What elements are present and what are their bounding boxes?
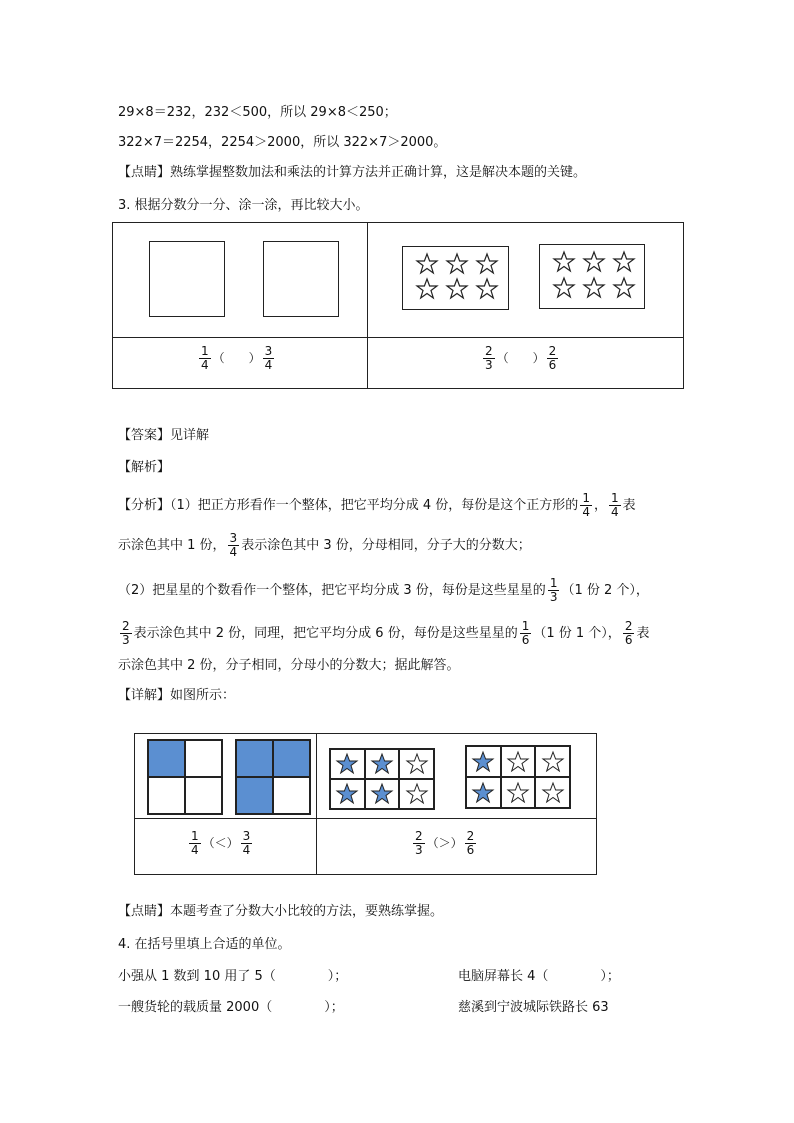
comparison-result-2: $\frac{2}{3}$ （＞） $\frac{2}{6}$ (415, 829, 475, 857)
star-icon (447, 254, 467, 273)
shaded-part (236, 740, 273, 777)
key-point: 【点睛】本题考查了分数大小比较的方法，要熟练掌握。 (118, 904, 444, 919)
square-three-quarters-shaded (235, 739, 311, 815)
fill-blank-item: 电脑屏幕长 4（ ）； (458, 969, 620, 984)
fill-blank-item: 一艘货轮的载质量 2000（ ）； (118, 1000, 344, 1015)
star-icon (337, 754, 357, 773)
analysis-line: $\frac{2}{3}$ 表示涂色其中 2 份，同理，把它平均分成 6 份，每份是这些星星的 $\frac{1}{6}$ （1 份 1 个）， $\frac{2}{6}$ 表 (122, 619, 650, 647)
star-icon (508, 783, 528, 802)
text-line: 29×8＝232，232＜500，所以 29×8＜250； (118, 105, 397, 120)
star-icon (584, 252, 604, 271)
comparison-result-1: $\frac{1}{4}$ （＜） $\frac{3}{4}$ (191, 829, 251, 857)
question-table (112, 222, 684, 389)
analysis-line: 示涂色其中 1 份， $\frac{3}{4}$ 表示涂色其中 3 份，分母相同，分子大的分数大； (118, 531, 531, 559)
star-icon (543, 783, 563, 802)
star-icon (543, 752, 563, 771)
star-icon (407, 784, 427, 803)
star-icon (508, 752, 528, 771)
stars-two-sixths-shaded (465, 745, 571, 809)
question-3: 3. 根据分数分一分、涂一涂，再比较大小。 (118, 198, 369, 213)
fill-blank-item: 慈溪到宁波城际铁路长 63 (458, 1000, 609, 1015)
star-icon (554, 252, 574, 271)
detail-heading: 【详解】如图所示： (118, 688, 236, 703)
text-line: 322×7＝2254，2254＞2000，所以 322×7＞2000。 (118, 135, 447, 150)
star-icon (372, 784, 392, 803)
star-icon (473, 752, 493, 771)
answer-line: 【答案】见详解 (118, 428, 210, 443)
square-quarter-shaded (147, 739, 223, 815)
question-4: 4. 在括号里填上合适的单位。 (118, 937, 291, 952)
stars-two-thirds-shaded (329, 748, 435, 810)
star-icon (473, 783, 493, 802)
star-icon (372, 754, 392, 773)
shaded-part (148, 740, 185, 777)
star-icon (337, 784, 357, 803)
square-shape (263, 241, 339, 317)
star-icon (477, 254, 497, 273)
comparison-1: $\frac{1}{4}$ （ ） $\frac{3}{4}$ (201, 344, 273, 372)
star-icon (584, 278, 604, 297)
star-icon (554, 278, 574, 297)
star-box (539, 244, 645, 309)
key-point: 【点睛】熟练掌握整数加法和乘法的计算方法并正确计算，这是解决本题的关键。 (118, 165, 587, 180)
analysis-line: 示涂色其中 2 份，分子相同，分母小的分数大；据此解答。 (118, 658, 460, 673)
analysis-line: （2）把星星的个数看作一个整体，把它平均分成 3 份，每份是这些星星的 $\frac{1}{3}$ （1 份 2 个）， (118, 576, 649, 604)
analysis-line: 【分析】（1）把正方形看作一个整体，把它平均分成 4 份，每份是这个正方形的 $\frac{1}{4}$ ， $\frac{1}{4}$ 表 (118, 491, 636, 519)
shaded-part (273, 740, 310, 777)
star-icon (417, 279, 437, 298)
star-icon (614, 252, 634, 271)
star-icon (417, 254, 437, 273)
comparison-2: $\frac{2}{3}$ （ ） $\frac{2}{6}$ (485, 344, 557, 372)
star-icon (614, 278, 634, 297)
analysis-heading: 【解析】 (118, 460, 171, 475)
square-shape (149, 241, 225, 317)
star-box (402, 246, 509, 310)
shaded-part (236, 777, 273, 814)
star-icon (447, 279, 467, 298)
solution-table (134, 733, 597, 875)
fill-blank-item: 小强从 1 数到 10 用了 5（ ）； (118, 969, 348, 984)
star-icon (477, 279, 497, 298)
star-icon (407, 754, 427, 773)
